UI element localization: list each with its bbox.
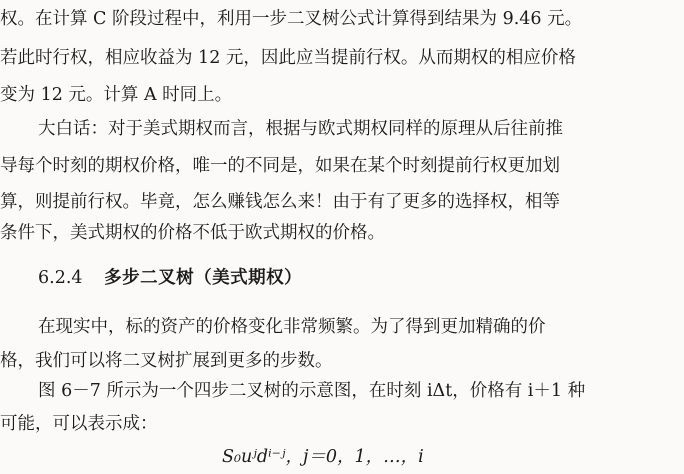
paragraph1-line3: 变为 12 元。计算 A 时同上。 (0, 85, 233, 105)
paragraph4-line1: 图 6－7 所示为一个四步二叉树的示意图，在时刻 iΔt，价格有 i＋1 种 (38, 381, 586, 401)
section-heading (38, 266, 302, 290)
paragraph2-line4: 条件下，美式期权的价格不低于欧式期权的价格。 (0, 223, 385, 243)
paragraph3-line1: 在现实中，标的资产的价格变化非常频繁。为了得到更加精确的价 (38, 317, 546, 337)
paragraph1-line2: 若此时行权，相应收益为 12 元，因此应当提前行权。从而期权的相应价格 (0, 48, 576, 68)
paragraph4-line2: 可能，可以表示成： (0, 414, 158, 434)
binomial-formula: S₀uʲdⁱ⁻ʲ，j＝0，1，…，i (222, 447, 424, 467)
paragraph3-line2: 格，我们可以将二叉树扩展到更多的步数。 (0, 351, 333, 371)
paragraph1-line1: 权。在计算 C 阶段过程中，利用一步二叉树公式计算得到结果为 9.46 元。 (0, 9, 583, 29)
section-number: 6.2.4 (38, 268, 83, 288)
paragraph2-line1: 大白话：对于美式期权而言，根据与欧式期权同样的原理从后往前推 (38, 119, 563, 139)
section-title: 多步二叉树（美式期权） (104, 268, 303, 288)
paragraph2-line2: 导每个时刻的期权价格，唯一的不同是，如果在某个时刻提前行权更加划 (0, 156, 560, 176)
paragraph2-line3: 算，则提前行权。毕竟，怎么赚钱怎么来！由于有了更多的选择权，相等 (0, 192, 560, 212)
